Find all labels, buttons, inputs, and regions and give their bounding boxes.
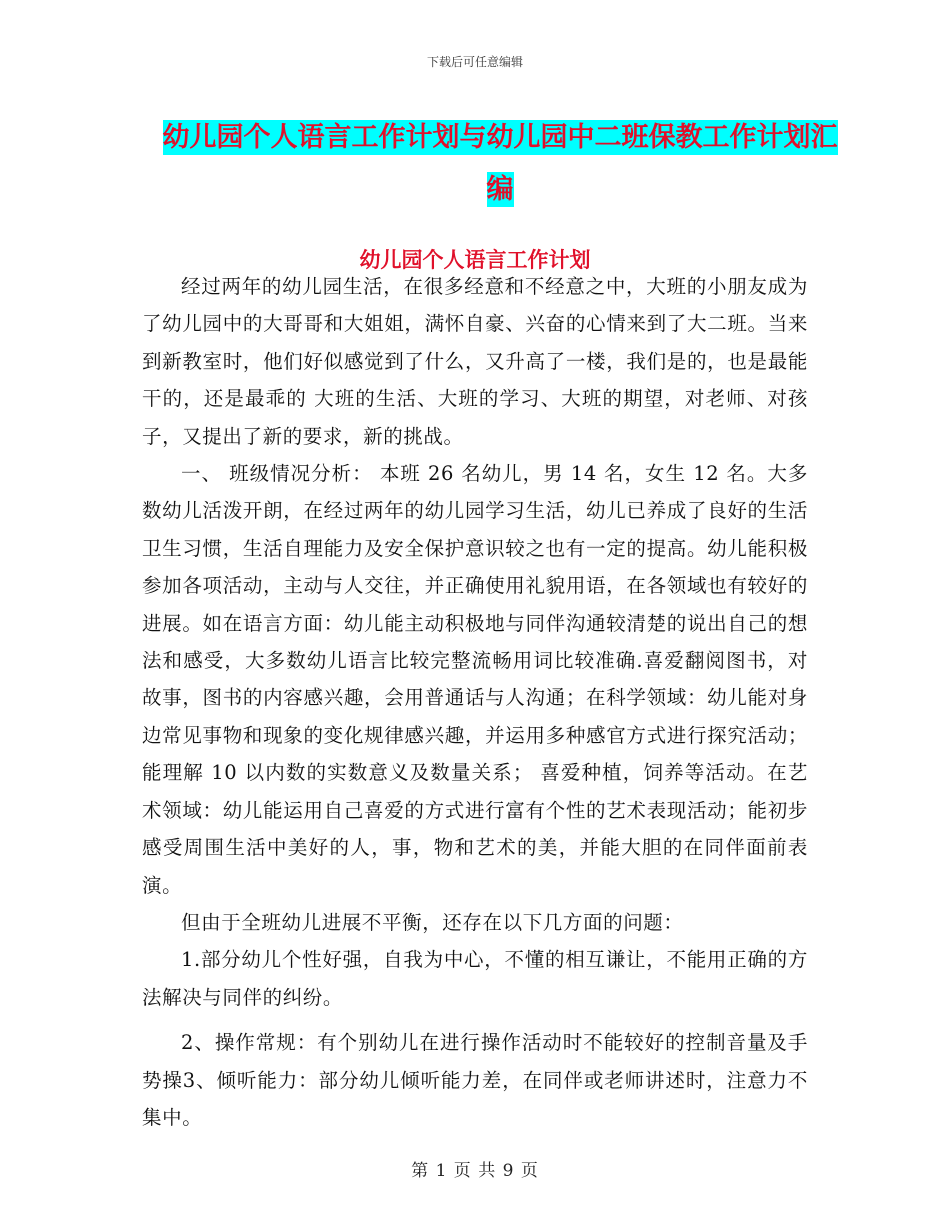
page-number-footer: 第 1 页 共 9 页 <box>411 1161 539 1181</box>
page-header-note: 下载后可任意编辑 <box>426 55 523 69</box>
document-body <box>142 268 808 1136</box>
section-title: 幼儿园个人语言工作计划 <box>359 248 591 272</box>
paragraph-issue-1: 1.部分幼儿个性好强，自我为中心，不懂的相互谦让，不能用正确的方法解决与同伴的纠纷。 <box>142 948 808 1009</box>
paragraph-issues-intro: 但由于全班幼儿进展不平衡，还存在以下几方面的问题： <box>181 910 684 934</box>
paragraph-intro: 经过两年的幼儿园生活，在很多经意和不经意之中，大班的小朋友成为了幼儿园中的大哥哥和大姐姐，满怀自豪、兴奋的心情来到了大二班。当来到新教室时，他们好似感觉到了什么，又升高了一楼，我们是的，也是最能干的，还是最乖的 大班的生活、大班的学习、大班的期望，对老师、对孩子，又提出了新的要求，新的挑战。 <box>142 275 808 448</box>
paragraph-issue-2-3: 2、操作常规：有个别幼儿在进行操作活动时不能较好的控制音量及手势操3、倾听能力：部分幼儿倾听能力差，在同伴或老师讲述时，注意力不集中。 <box>142 1031 808 1129</box>
document-title <box>150 112 850 216</box>
paragraph-class-analysis: 一、 班级情况分析： 本班 26 名幼儿，男 14 名，女生 12 名。大多数幼儿活泼开朗，在经过两年的幼儿园学习生活，幼儿已养成了良好的生活卫生习惯，生活自理能力及安全保护意识较之也有一定的提高。幼儿能积极参加各项活动，主动与人交往，并正确使用礼貌用语，在各领域也有较好的进展。如在语言方面：幼儿能主动积极地与同伴沟通较清楚的说出自己的想法和感受，大多数幼儿语言比较完整流畅用词比较准确.喜爱翻阅图书，对故事，图书的内容感兴趣，会用普通话与人沟通；在科学领域：幼儿能对身边常见事物和现象的变化规律感兴趣，并运用多种感官方式进行探究活动；能理解 10 以内数的实数意义及数量关系； 喜爱种植，饲养等活动。在艺术领域：幼儿能运用自己喜爱的方式进行富有个性的艺术表现活动；能初步感受周围生活中美好的人，事，物和艺术的美，并能大胆的在同伴面前表演。 <box>142 462 808 897</box>
document-title-text: 幼儿园个人语言工作计划与幼儿园中二班保教工作计划汇编 <box>162 122 838 205</box>
